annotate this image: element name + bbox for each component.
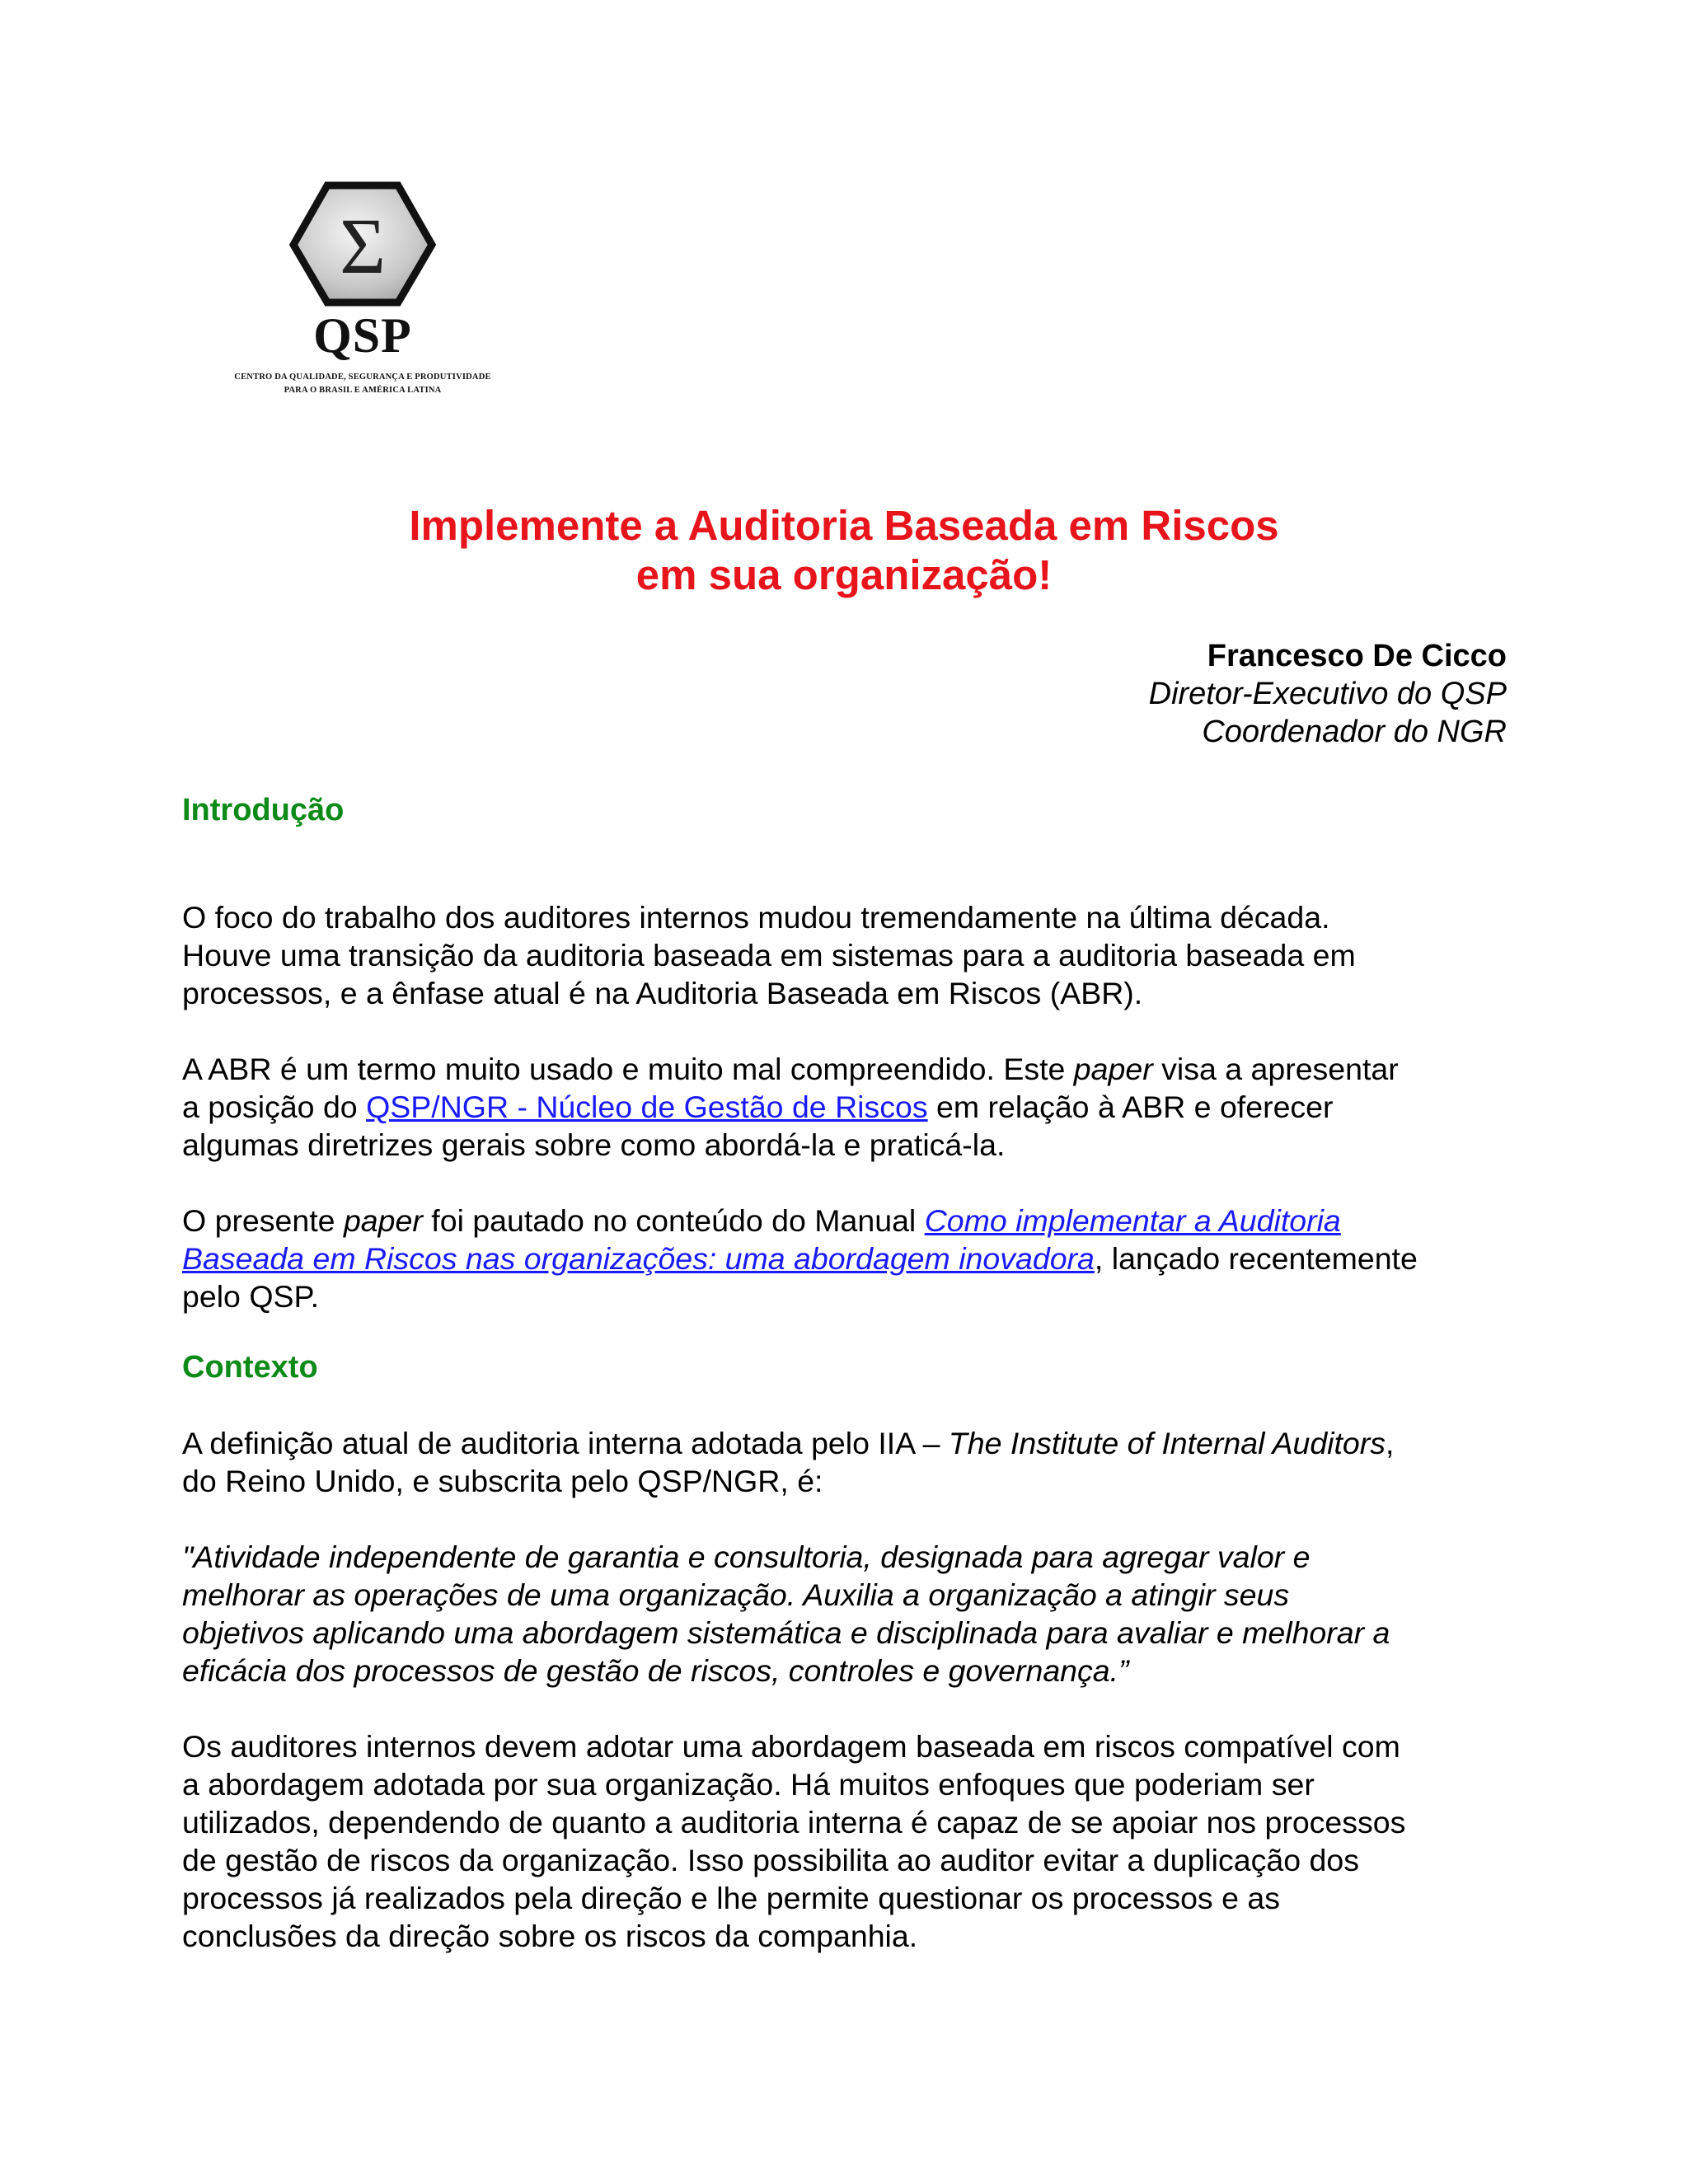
context-paragraph-1: A definição atual de auditoria interna adotada pelo IIA – The Institute of Internal Auditors, do Reino Unido, e subscrita pelo QSP/NGR, é: bbox=[182, 1426, 1395, 1498]
qsp-hexagon-icon bbox=[223, 177, 503, 367]
intro-paragraph-2: A ABR é um termo muito usado e muito mal compreendido. Este paper visa a apresentar a posição do QSP/NGR - Núcleo de Gestão de Riscos em relação à ABR e oferecer algumas diretrizes gerais sobre como abordá-la e praticá-la. bbox=[182, 1052, 1399, 1162]
section-heading-contexto: Contexto bbox=[182, 1350, 318, 1385]
section-heading-introducao: Introdução bbox=[182, 793, 345, 827]
link-qsp-ngr[interactable]: QSP/NGR - Núcleo de Gestão de Riscos bbox=[366, 1090, 928, 1124]
document-title-line1: Implemente a Auditoria Baseada em Riscos bbox=[409, 502, 1279, 549]
author-name: Francesco De Cicco bbox=[1207, 639, 1507, 673]
author-role-1: Diretor-Executivo do QSP bbox=[1148, 677, 1507, 711]
intro-paragraph-3: O presente paper foi pautado no conteúdo do Manual Como implementar a Auditoria Baseada em Riscos nas organizações: uma abordagem inovadora, lançado recentemente pelo QSP. bbox=[182, 1203, 1418, 1314]
link-manual-abr-line1[interactable]: Como implementar a Auditoria bbox=[924, 1203, 1341, 1238]
logo-tagline-line2: PARA O BRASIL E AMÉRICA LATINA bbox=[284, 386, 442, 395]
author-role-2: Coordenador do NGR bbox=[1202, 715, 1507, 749]
context-paragraph-2: Os auditores internos devem adotar uma abordagem baseada em riscos compatível com a abordagem adotada por sua organização. Há muitos enfoques que poderiam ser utilizados, dependendo de quanto a auditoria interna é capaz de se apoiar nos processos de gestão de riscos da organização. Isso possibilita ao auditor evitar a duplicação dos processos já realizados pela direção e lhe permite questionar os processos e as conclusões da direção sobre os riscos da companhia. bbox=[182, 1729, 1406, 1953]
iia-definition-quote: "Atividade independente de garantia e consultoria, designada para agregar valor e melhorar as operações de uma organização. Auxilia a organização a atingir seus objetivos aplicando uma abordagem sistemática e disciplinada para avaliar e melhorar a eficácia dos processos de gestão de riscos, controles e governança.” bbox=[182, 1540, 1390, 1688]
logo-tagline-line1: CENTRO DA QUALIDADE, SEGURANÇA E PRODUTIVIDADE bbox=[234, 373, 491, 382]
qsp-logo bbox=[223, 177, 503, 408]
document-body bbox=[182, 791, 1517, 1955]
qsp-wordmark: QSP bbox=[313, 308, 412, 363]
link-manual-abr-line2[interactable]: Baseada em Riscos nas organizações: uma abordagem inovadora bbox=[182, 1241, 1095, 1276]
document-title-line2: em sua organização! bbox=[635, 551, 1053, 598]
intro-paragraph-1: O foco do trabalho dos auditores internos mudou tremendamente na última década. Houve uma transição da auditoria baseada em sistemas para a auditoria baseada em processos, e a ênfase atual é na Auditoria Baseada em Riscos (ABR). bbox=[182, 900, 1356, 1010]
sigma-symbol: Σ bbox=[340, 202, 386, 290]
author-block bbox=[1149, 637, 1507, 751]
